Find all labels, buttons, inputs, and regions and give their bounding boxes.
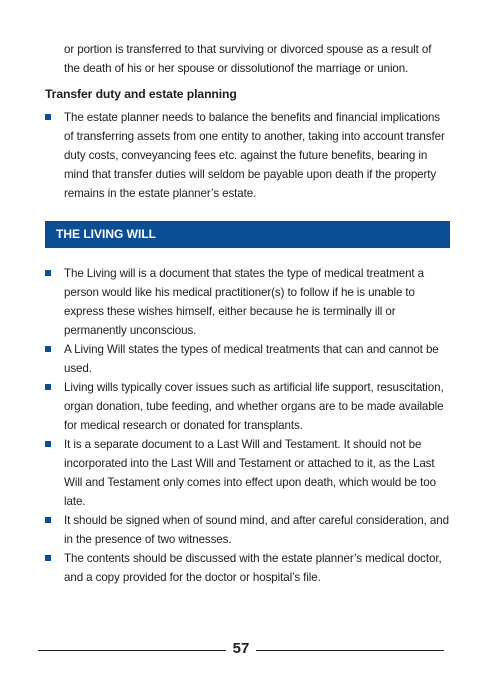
list-item-text: Living wills typically cover issues such as artificial life support, resuscitation, organ donation, tube feeding, and whether organs are to be made available for medical research or donated for transplants. [64,381,444,432]
list-item-text: It is a separate document to a Last Will and Testament. It should not be incorporated into the Last Will and Testament or attached to it, as the Last Will and Testament only comes into effect upon death, which would be too late. [64,438,436,508]
section-title: THE LIVING WILL [56,227,156,241]
list-item [45,549,450,587]
living-will-list [45,264,450,587]
list-item-text: It should be signed when of sound mind, and after careful consideration, and in the presence of two witnesses. [64,514,449,546]
list-item [45,340,450,378]
list-item-text: The contents should be discussed with the estate planner’s medical doctor, and a copy provided for the doctor or hospital’s file. [64,552,442,584]
square-bullet-icon [45,441,51,447]
list-item-text: The Living will is a document that states the type of medical treatment a person would like his medical practitioner(s) to follow if he is unable to express these wishes himself, either because he is terminally ill or permanently unconscious. [64,267,425,337]
page-number: 57 [232,640,250,657]
square-bullet-icon [45,270,51,276]
square-bullet-icon [45,384,51,390]
list-item [45,511,450,549]
transfer-duty-list [45,108,450,203]
list-item-text: The estate planner needs to balance the benefits and financial implications of transferring assets from one entity to another, taking into account transfer duty costs, conveyancing fees etc. against the future benefits, bearing in mind that transfer duties will seldom be payable upon death if the property remains in the estate planner’s estate. [64,111,445,200]
square-bullet-icon [45,346,51,352]
square-bullet-icon [45,555,51,561]
continuation-paragraph: or portion is transferred to that surviving or divorced spouse as a result of the death of his or her spouse or dissolutionof the marriage or union. [64,43,432,75]
transfer-duty-heading: Transfer duty and estate planning [45,87,237,101]
list-item-text: A Living Will states the types of medical treatments that can and cannot be used. [64,343,439,375]
list-item [45,108,450,203]
list-item [45,435,450,511]
living-will-banner [45,221,450,248]
square-bullet-icon [45,517,51,523]
footer-divider-right [256,650,444,651]
list-item [45,264,450,340]
footer-divider-left [38,650,226,651]
square-bullet-icon [45,114,51,120]
list-item [45,378,450,435]
